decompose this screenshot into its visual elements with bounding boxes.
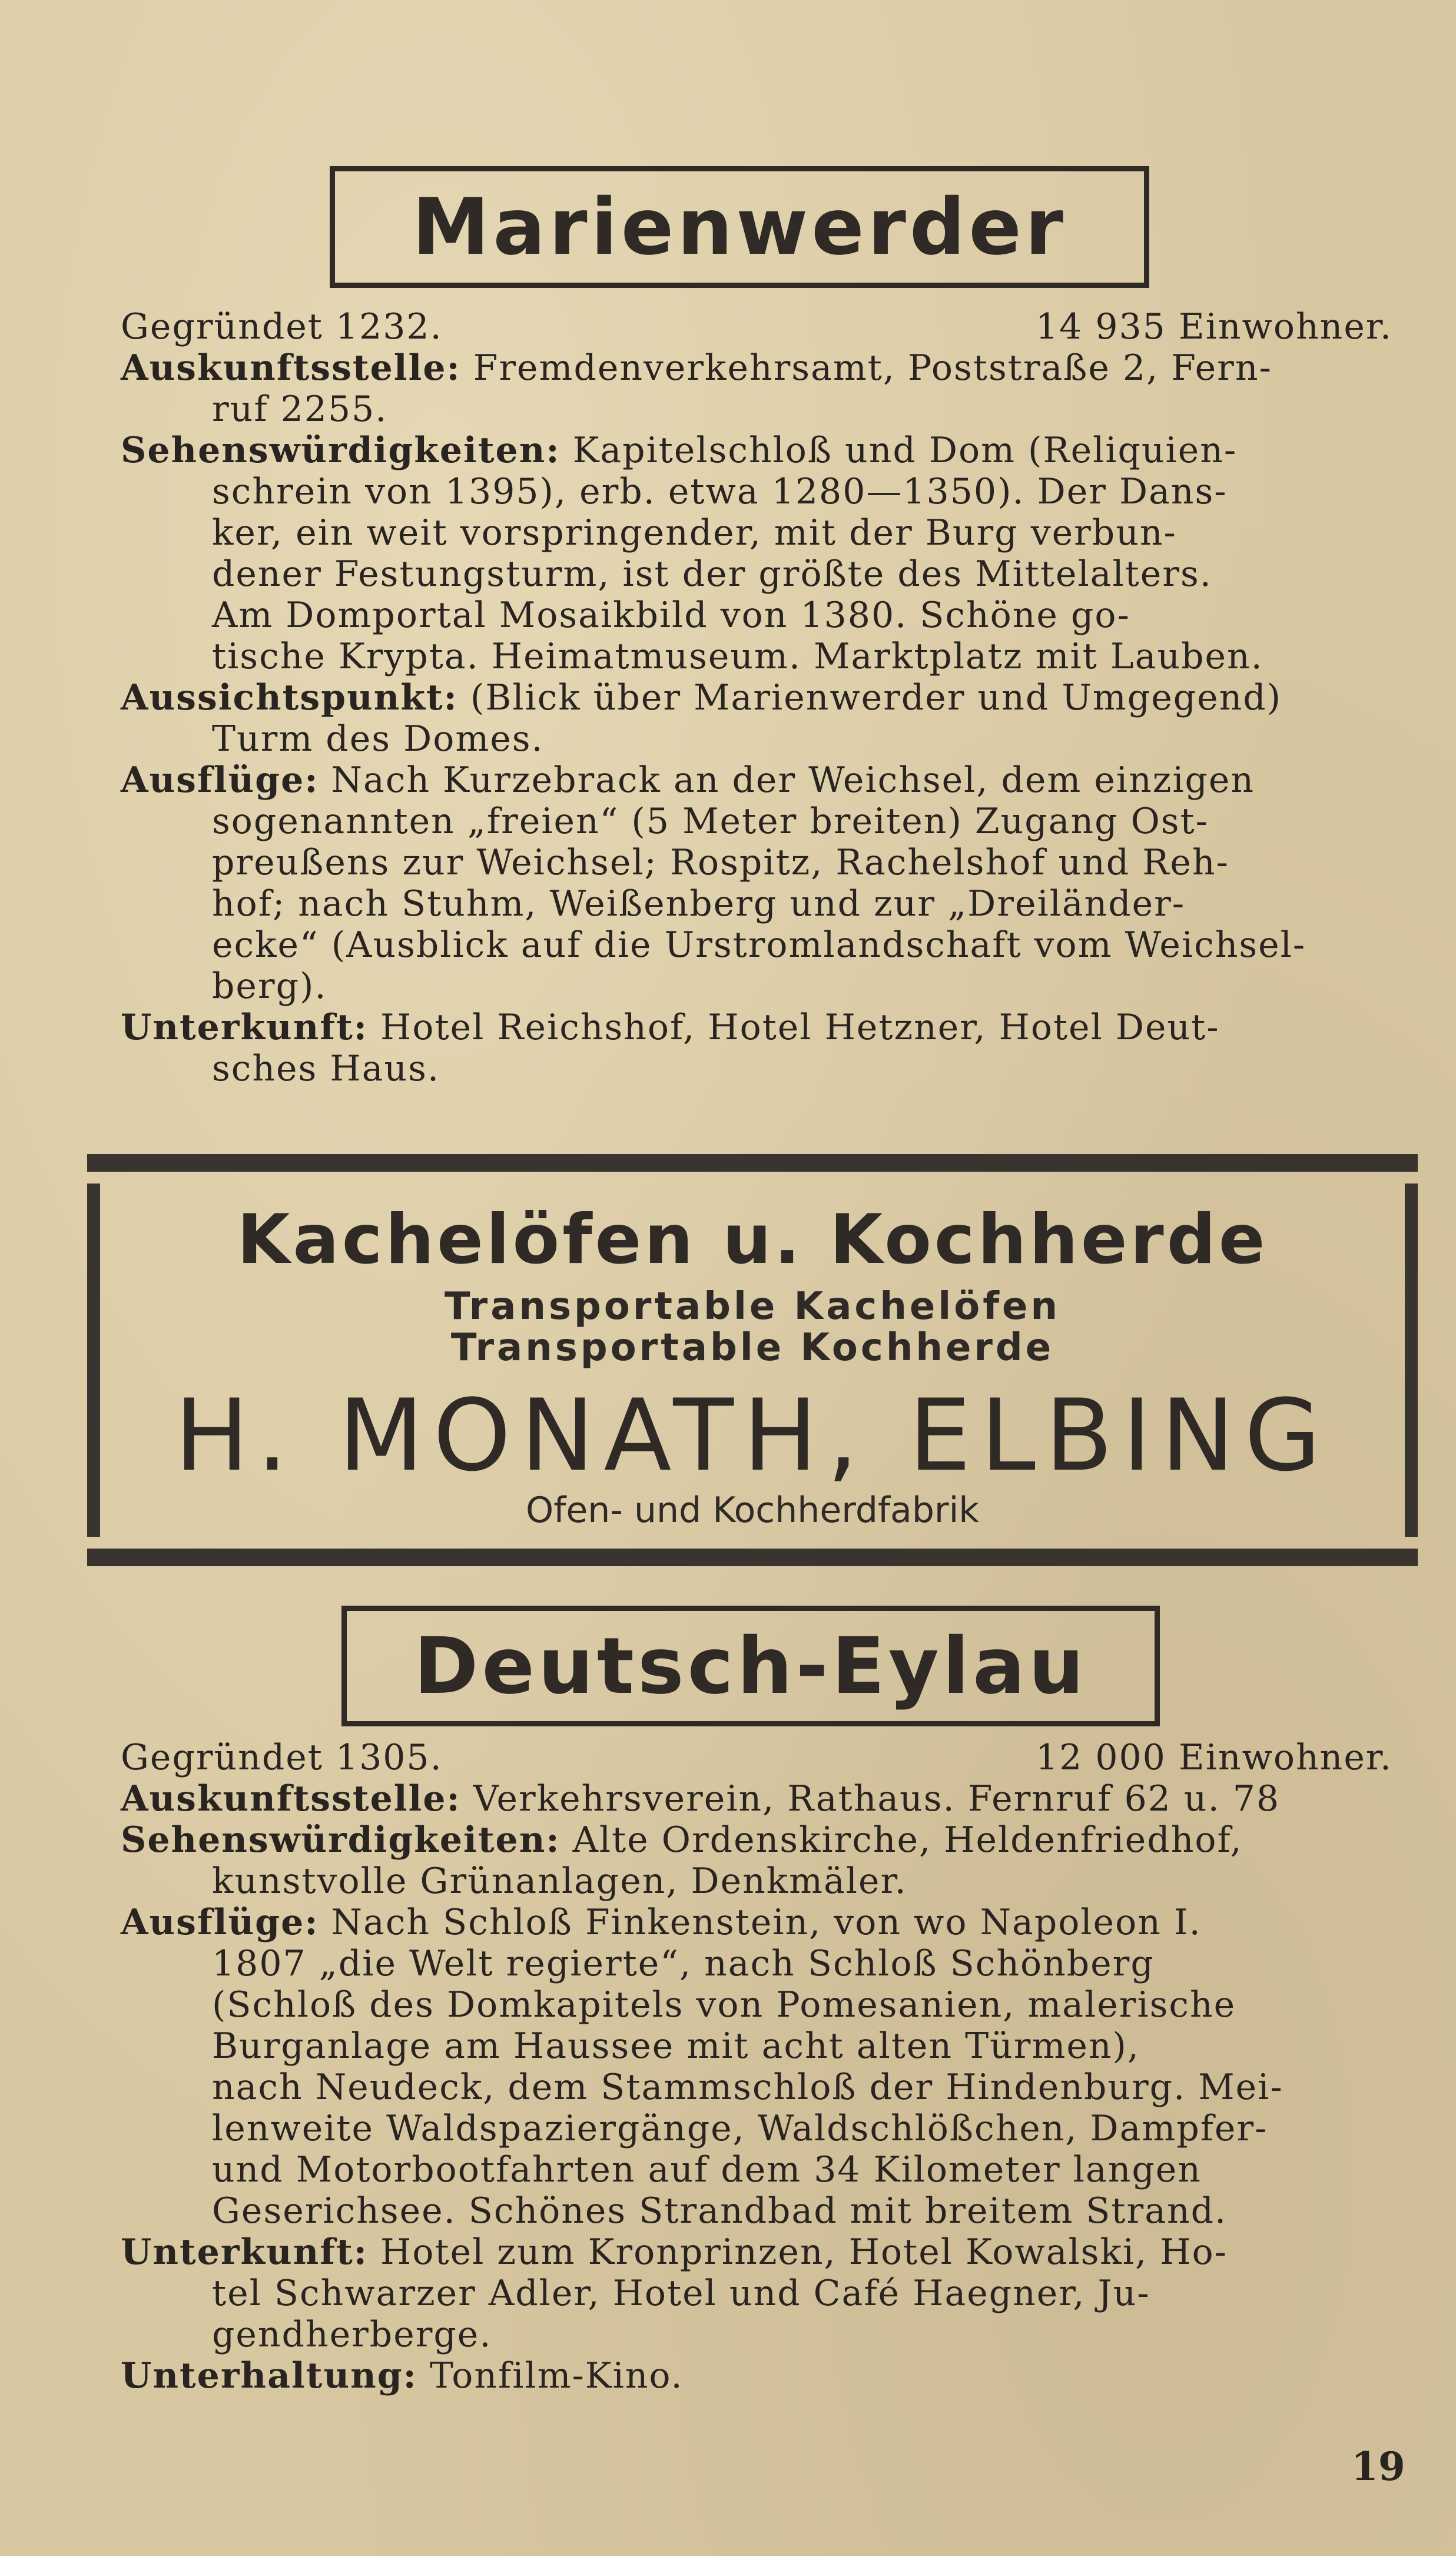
field-text: tische Krypta. Heimatmuseum. Marktplatz mit Lauben. xyxy=(212,636,1263,677)
deutsch-eylau-entry xyxy=(121,1737,1392,2396)
page-number: 19 xyxy=(1351,2444,1405,2489)
field-text: Nach Schloß Finkenstein, von wo Napoleon I. xyxy=(319,1902,1202,1943)
text-line xyxy=(121,512,1392,553)
field-text: dener Festungsturm, ist der größte des Mittelalters. xyxy=(212,553,1212,595)
text-line xyxy=(121,2273,1392,2314)
field-label: Unterhaltung: xyxy=(121,2355,417,2396)
field-text: ecke“ (Ausblick auf die Urstromlandschaft vom Weichsel- xyxy=(212,924,1306,966)
marienwerder-population: 14 935 Einwohner. xyxy=(1035,306,1392,347)
text-line xyxy=(121,2190,1392,2232)
field-text: Fremdenverkehrsamt, Poststraße 2, Fern- xyxy=(460,347,1272,389)
marienwerder-title-box xyxy=(330,166,1149,288)
text-line xyxy=(121,1984,1392,2025)
ad-tagline: Ofen- und Kochherdfabrik xyxy=(525,1490,979,1531)
marienwerder-founded: Gegründet 1232. xyxy=(121,306,443,347)
field-label: Unterkunft: xyxy=(121,1007,368,1048)
text-line xyxy=(121,471,1392,512)
field-label: Auskunftsstelle: xyxy=(121,1778,461,1819)
text-line xyxy=(121,1007,1392,1048)
text-line xyxy=(121,924,1392,966)
field-text: hof; nach Stuhm, Weißenberg und zur „Dreiländer- xyxy=(212,883,1186,924)
text-line xyxy=(121,760,1392,801)
field-text: Am Domportal Mosaikbild von 1380. Schöne go- xyxy=(212,595,1130,636)
text-line xyxy=(121,347,1392,389)
text-line xyxy=(121,1902,1392,1943)
text-line xyxy=(121,883,1392,924)
text-line xyxy=(121,553,1392,595)
text-line xyxy=(121,595,1392,636)
text-line xyxy=(121,718,1392,760)
field-text: und Motorbootfahrten auf dem 34 Kilometer langen xyxy=(212,2149,1202,2190)
text-line xyxy=(121,2232,1392,2273)
advertisement-box xyxy=(87,1154,1418,1566)
text-line xyxy=(121,1861,1392,1902)
ad-headline: Kachelöfen u. Kochherde xyxy=(237,1200,1268,1279)
field-text: Hotel Reichshof, Hotel Hetzner, Hotel Deut- xyxy=(367,1007,1220,1048)
marienwerder-title: Marienwerder xyxy=(412,181,1067,273)
field-text: (Blick über Marienwerder und Umgegend) xyxy=(457,677,1282,718)
field-text: berg). xyxy=(212,966,327,1007)
field-text: preußens zur Weichsel; Rospitz, Rachelshof und Reh- xyxy=(212,842,1229,883)
field-label: Sehenswürdigkeiten: xyxy=(121,1819,560,1861)
text-line xyxy=(121,2355,1392,2396)
field-text: sogenannten „freien“ (5 Meter breiten) Zugang Ost- xyxy=(212,801,1209,842)
text-line xyxy=(121,801,1392,842)
text-line xyxy=(121,1943,1392,1984)
deutsch-eylau-title-box xyxy=(341,1606,1160,1726)
field-text: Turm des Domes. xyxy=(212,718,544,760)
ad-subline-2: Transportable Kochherde xyxy=(450,1326,1054,1370)
text-line xyxy=(121,1819,1392,1861)
field-text: ker, ein weit vorspringender, mit der Burg verbun- xyxy=(212,512,1177,553)
field-label: Ausflüge: xyxy=(121,1902,319,1943)
field-label: Ausflüge: xyxy=(121,760,319,801)
field-text: Kapitelschloß und Dom (Reliquien- xyxy=(560,430,1238,471)
field-text: kunstvolle Grünanlagen, Denkmäler. xyxy=(212,1861,907,1902)
deutsch-eylau-founded: Gegründet 1305. xyxy=(121,1737,443,1778)
field-text: Tonfilm-Kino. xyxy=(417,2355,684,2396)
field-label: Sehenswürdigkeiten: xyxy=(121,430,560,471)
field-text: (Schloß des Domkapitels von Pomesanien, malerische xyxy=(212,1984,1236,2025)
text-line xyxy=(121,2108,1392,2149)
field-text: Geserichsee. Schönes Strandbad mit breitem Strand. xyxy=(212,2190,1228,2232)
marienwerder-founded-row xyxy=(121,306,1392,347)
text-line xyxy=(121,430,1392,471)
text-line xyxy=(121,389,1392,430)
field-text: schrein von 1395), erb. etwa 1280—1350). Der Dans- xyxy=(212,471,1228,512)
field-label: Unterkunft: xyxy=(121,2232,368,2273)
text-line xyxy=(121,636,1392,677)
deutsch-eylau-title: Deutsch-Eylau xyxy=(413,1620,1088,1712)
ad-top-rule xyxy=(87,1154,1418,1172)
field-text: nach Neudeck, dem Stammschloß der Hindenburg. Mei- xyxy=(212,2067,1283,2108)
text-line xyxy=(121,2314,1392,2355)
text-line xyxy=(121,2067,1392,2108)
field-text: Verkehrsverein, Rathaus. Fernruf 62 u. 78 xyxy=(460,1778,1281,1819)
field-text: sches Haus. xyxy=(212,1048,440,1089)
field-label: Auskunftsstelle: xyxy=(121,347,461,389)
text-line xyxy=(121,2025,1392,2067)
marienwerder-entry xyxy=(121,306,1392,1089)
field-text: ruf 2255. xyxy=(212,389,388,430)
ad-bottom-rule xyxy=(87,1549,1418,1566)
field-text: Alte Ordenskirche, Heldenfriedhof, xyxy=(560,1819,1243,1861)
text-line xyxy=(121,1048,1392,1089)
deutsch-eylau-population: 12 000 Einwohner. xyxy=(1035,1737,1392,1778)
text-line xyxy=(121,677,1392,718)
ad-subline-1: Transportable Kachelöfen xyxy=(445,1285,1060,1328)
text-line xyxy=(121,1778,1392,1819)
text-line xyxy=(121,842,1392,883)
field-text: Nach Kurzebrack an der Weichsel, dem einzigen xyxy=(319,760,1255,801)
field-text: lenweite Waldspaziergänge, Waldschlößchen, Dampfer- xyxy=(212,2108,1268,2149)
field-text: Hotel zum Kronprinzen, Hotel Kowalski, Ho- xyxy=(367,2232,1228,2273)
text-line xyxy=(121,2149,1392,2190)
text-line xyxy=(121,966,1392,1007)
field-text: 1807 „die Welt regierte“, nach Schloß Schönberg xyxy=(212,1943,1155,1984)
deutsch-eylau-founded-row xyxy=(121,1737,1392,1778)
field-text: Burganlage am Haussee mit acht alten Türmen), xyxy=(212,2025,1140,2067)
field-text: gendherberge. xyxy=(212,2314,492,2355)
field-label: Aussichtspunkt: xyxy=(121,677,458,718)
ad-company-name: H. MONATH, ELBING xyxy=(174,1378,1331,1493)
field-text: tel Schwarzer Adler, Hotel und Café Haegner, Ju- xyxy=(212,2273,1150,2314)
